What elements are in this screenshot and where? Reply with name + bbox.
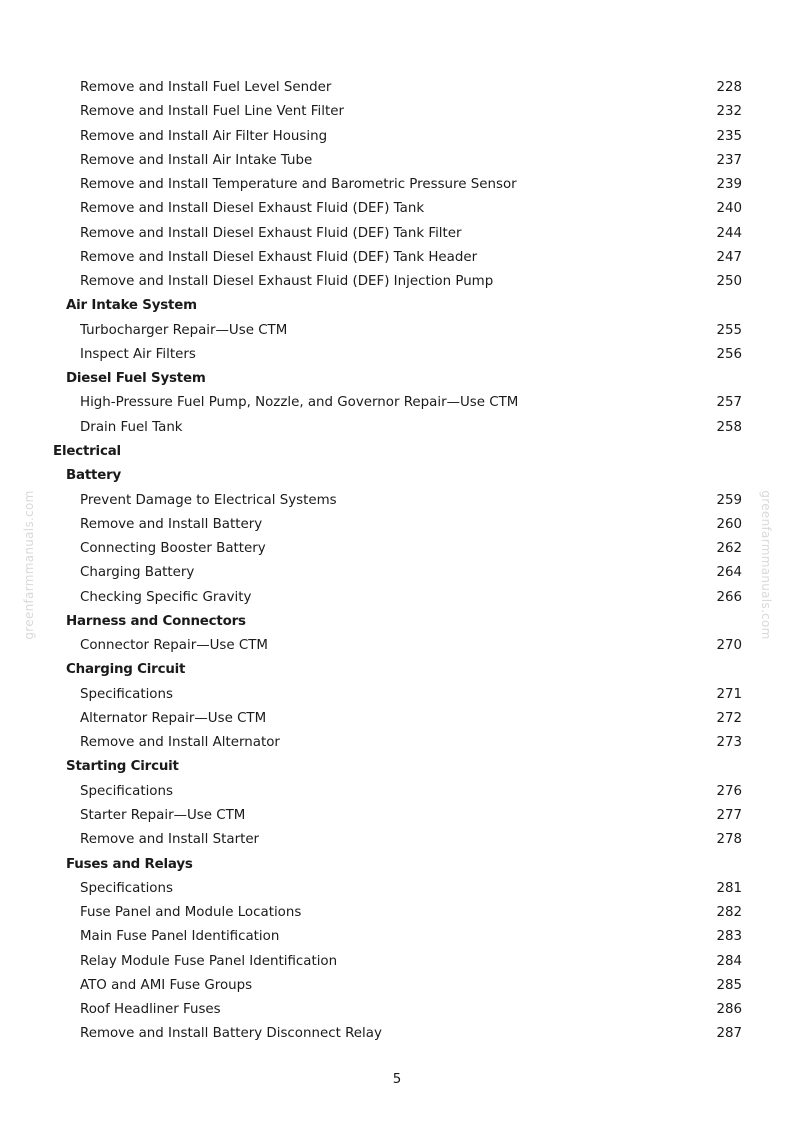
toc-entry-title: Remove and Install Diesel Exhaust Fluid (DEF) Tank Header — [80, 249, 478, 265]
toc-chapter-heading — [0, 440, 794, 464]
toc-entry-title: Connecting Booster Battery — [80, 541, 266, 557]
toc-entry-title: Fuse Panel and Module Locations — [80, 905, 302, 921]
toc-section-heading — [0, 464, 794, 488]
toc-section-heading — [0, 610, 794, 634]
toc-entry[interactable] — [0, 343, 794, 367]
toc-entry[interactable] — [0, 877, 794, 901]
toc-entry-title: Remove and Install Diesel Exhaust Fluid (DEF) Injection Pump — [80, 274, 494, 290]
toc-entry-page: 278 — [716, 832, 742, 848]
toc-entry-title: Remove and Install Temperature and Barometric Pressure Sensor — [80, 177, 517, 193]
toc-entry-title: Remove and Install Diesel Exhaust Fluid (DEF) Tank — [80, 201, 425, 217]
toc-entry[interactable] — [0, 416, 794, 440]
toc-entry-title: Diesel Fuel System — [66, 371, 206, 387]
toc-entry-title: Turbocharger Repair—Use CTM — [80, 322, 288, 338]
toc-entry-page: 272 — [716, 710, 742, 726]
toc-entry-title: Main Fuse Panel Identification — [80, 929, 280, 945]
toc-section-heading — [0, 294, 794, 318]
toc-entry-title: Remove and Install Fuel Line Vent Filter — [80, 104, 344, 120]
toc-entry-title: Starter Repair—Use CTM — [80, 807, 246, 823]
toc-entry-title: Electrical — [53, 443, 121, 459]
toc-entry-page: 235 — [716, 128, 742, 144]
toc-entry[interactable] — [0, 974, 794, 998]
toc-entry-title: Drain Fuel Tank — [80, 419, 183, 435]
toc-entry-page: 270 — [716, 638, 742, 654]
toc-entry[interactable] — [0, 561, 794, 585]
toc-entry-title: Fuses and Relays — [66, 856, 193, 872]
toc-entry[interactable] — [0, 489, 794, 513]
toc-entry[interactable] — [0, 998, 794, 1022]
toc-entry-page: 237 — [716, 152, 742, 168]
toc-entry[interactable] — [0, 925, 794, 949]
toc-entry-title: Remove and Install Air Filter Housing — [80, 128, 328, 144]
toc-entry-title: Remove and Install Battery — [80, 516, 263, 532]
toc-entry[interactable] — [0, 804, 794, 828]
toc-entry-title: High-Pressure Fuel Pump, Nozzle, and Governor Repair—Use CTM — [80, 395, 519, 411]
toc-entry[interactable] — [0, 76, 794, 100]
toc-entry-page: 259 — [716, 492, 742, 508]
toc-entry[interactable] — [0, 100, 794, 124]
toc-entry-page: 283 — [716, 929, 742, 945]
toc-entry[interactable] — [0, 513, 794, 537]
toc-entry-page: 239 — [716, 177, 742, 193]
toc-entry[interactable] — [0, 537, 794, 561]
toc-entry[interactable] — [0, 586, 794, 610]
toc-entry-title: Remove and Install Air Intake Tube — [80, 152, 313, 168]
toc-entry-title: Remove and Install Battery Disconnect Relay — [80, 1026, 382, 1042]
toc-entry-page: 281 — [716, 880, 742, 896]
toc-entry-title: Alternator Repair—Use CTM — [80, 710, 267, 726]
toc-entry[interactable] — [0, 319, 794, 343]
toc-section-heading — [0, 853, 794, 877]
toc-entry[interactable] — [0, 683, 794, 707]
toc-entry-page: 244 — [716, 225, 742, 241]
toc-entry-page: 260 — [716, 516, 742, 532]
toc-entry-title: Relay Module Fuse Panel Identification — [80, 953, 338, 969]
toc-entry-page: 240 — [716, 201, 742, 217]
toc-entry-page: 256 — [716, 346, 742, 362]
toc-entry-title: Connector Repair—Use CTM — [80, 638, 268, 654]
toc-entry-title: Battery — [66, 468, 122, 484]
toc-entry-title: ATO and AMI Fuse Groups — [80, 977, 253, 993]
toc-entry-title: Checking Specific Gravity — [80, 589, 252, 605]
toc-entry[interactable] — [0, 270, 794, 294]
toc-entry[interactable] — [0, 246, 794, 270]
toc-entry[interactable] — [0, 634, 794, 658]
toc-entry-page: 228 — [716, 80, 742, 95]
toc-entry-page: 285 — [716, 977, 742, 993]
toc-entry-page: 264 — [716, 565, 742, 581]
toc-entry-title: Charging Battery — [80, 565, 195, 581]
toc-entry-title: Roof Headliner Fuses — [80, 1002, 221, 1018]
toc-entry-page: 271 — [716, 686, 742, 702]
toc-entry-page: 284 — [716, 953, 742, 969]
toc-entry-title: Air Intake System — [66, 298, 197, 314]
toc-entry-title: Prevent Damage to Electrical Systems — [80, 492, 337, 508]
toc-entry-page: 257 — [716, 395, 742, 411]
toc-entry-title: Starting Circuit — [66, 759, 179, 775]
toc-entry[interactable] — [0, 950, 794, 974]
toc-entry-title: Harness and Connectors — [66, 613, 246, 629]
toc-entry[interactable] — [0, 173, 794, 197]
toc-entry[interactable] — [0, 149, 794, 173]
toc-entry-page: 232 — [716, 104, 742, 120]
page-number: 5 — [392, 1072, 402, 1087]
toc-entry[interactable] — [0, 1022, 794, 1046]
toc-entry-title: Remove and Install Starter — [80, 832, 260, 848]
toc-entry-page: 286 — [716, 1002, 742, 1018]
toc-entry-page: 247 — [716, 249, 742, 265]
toc-entry-title: Charging Circuit — [66, 662, 186, 678]
toc-entry-page: 273 — [716, 735, 742, 751]
toc-entry-page: 266 — [716, 589, 742, 605]
toc-entry[interactable] — [0, 731, 794, 755]
toc-entry[interactable] — [0, 901, 794, 925]
toc-entry[interactable] — [0, 197, 794, 221]
toc-entry[interactable] — [0, 780, 794, 804]
toc-entry[interactable] — [0, 391, 794, 415]
toc-entry-page: 282 — [716, 905, 742, 921]
toc-entry-page: 258 — [716, 419, 742, 435]
toc-entry[interactable] — [0, 125, 794, 149]
toc-entry-title: Specifications — [80, 783, 173, 799]
toc-section-heading — [0, 658, 794, 682]
watermark-left: greenfarmmanuals.com — [22, 490, 36, 640]
toc-entry-page: 276 — [716, 783, 742, 799]
toc-entry-page: 277 — [716, 807, 742, 823]
toc-entry-title: Remove and Install Diesel Exhaust Fluid (DEF) Tank Filter — [80, 225, 462, 241]
toc-entry[interactable] — [0, 828, 794, 852]
toc-section-heading — [0, 755, 794, 779]
toc-entry-title: Remove and Install Fuel Level Sender — [80, 80, 332, 95]
toc-section-heading — [0, 367, 794, 391]
toc-entry-page: 262 — [716, 541, 742, 557]
toc-entry-title: Remove and Install Alternator — [80, 735, 280, 751]
toc-entry[interactable] — [0, 222, 794, 246]
toc-entry-title: Specifications — [80, 686, 173, 702]
toc-entry-title: Specifications — [80, 880, 173, 896]
toc-entry[interactable] — [0, 707, 794, 731]
table-of-contents — [0, 76, 794, 1047]
toc-entry-title: Inspect Air Filters — [80, 346, 196, 362]
toc-entry-page: 287 — [716, 1026, 742, 1042]
toc-entry-page: 250 — [716, 274, 742, 290]
watermark-right: greenfarmmanuals.com — [759, 490, 773, 640]
toc-entry-page: 255 — [716, 322, 742, 338]
